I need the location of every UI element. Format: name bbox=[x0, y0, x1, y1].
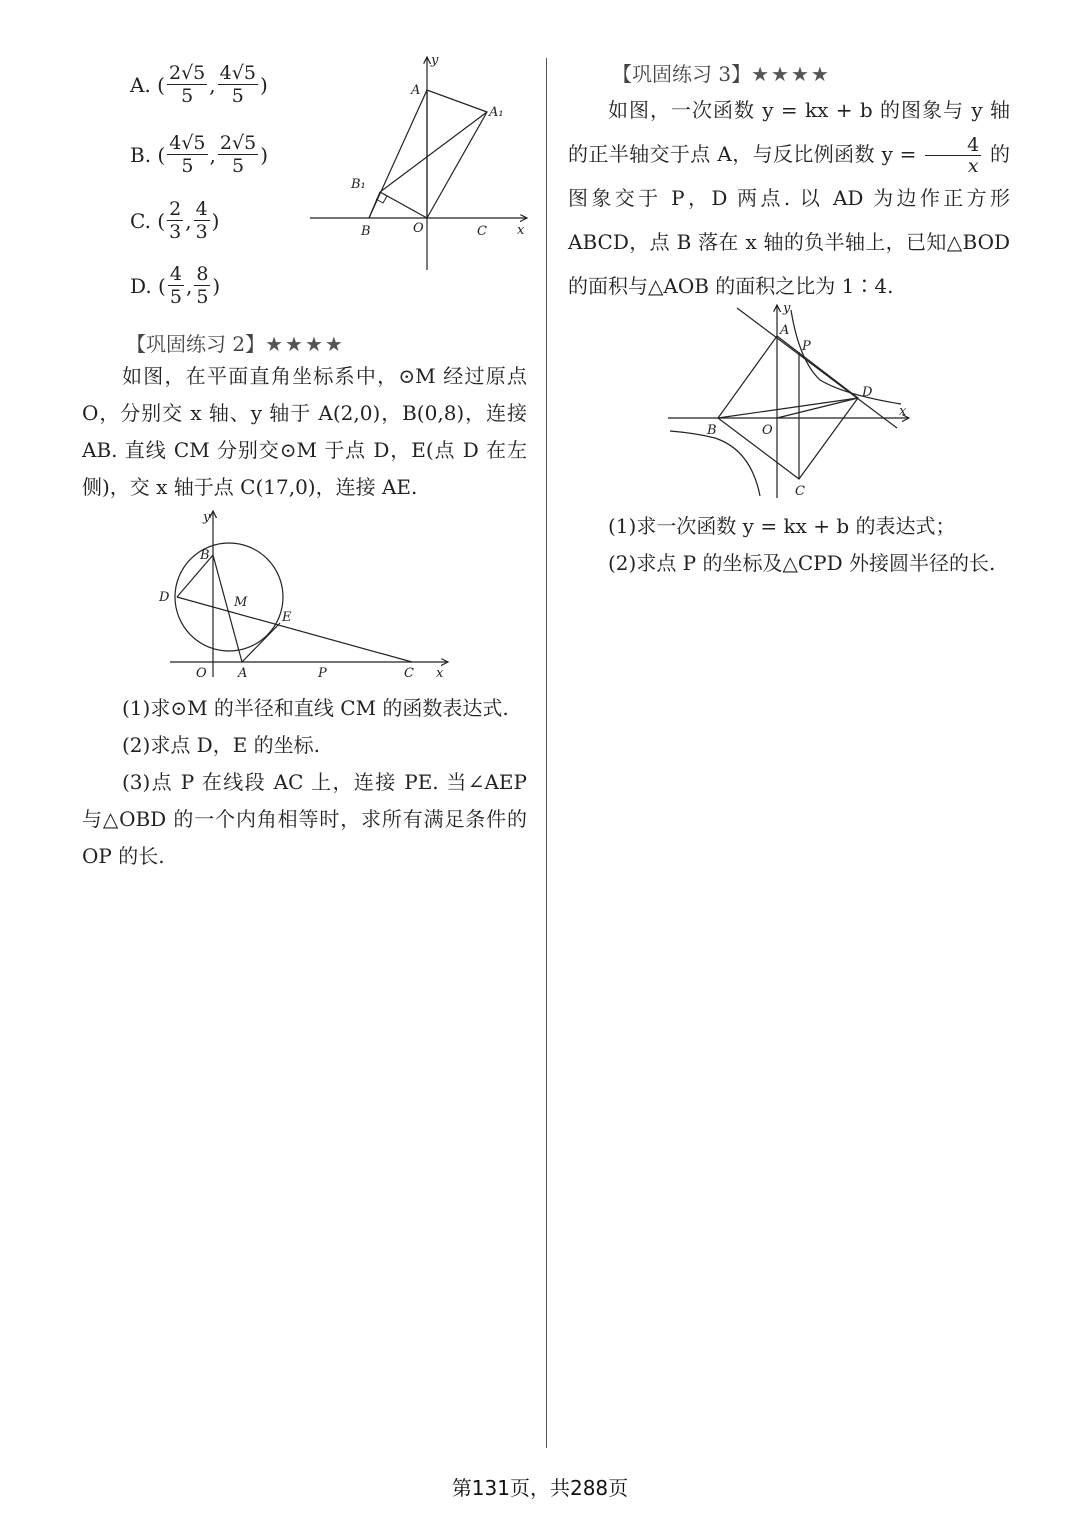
svg-text:C: C bbox=[795, 484, 805, 499]
choice-label: C. bbox=[130, 208, 151, 233]
exercise-3-body: 如图，一次函数 y = kx + b 的图象与 y 轴的正半轴交于点 A，与反比例函数 y = $\frac{4}{x}$ 的图象交于 P，D 两点. 以 AD 为边作正方形 ABCD，点 B 落在 x 轴的负半轴上，已知△BOD 的面积与△AOB 的面积之比为 1∶4. bbox=[568, 98, 1011, 298]
exercise-2-body: 如图，在平面直角坐标系中，⊙M 经过原点 O，分别交 x 轴、y 轴于 A(2,0)，B(0,8)，连接 AB. 直线 CM 分别交⊙M 于点 D，E(点 D 在左侧)，交 x 轴于点 C(17,0)，连接 AE. bbox=[82, 364, 527, 499]
fraction: $\frac{2}{3}$ bbox=[169, 198, 182, 243]
question-2: (2)求点 P 的坐标及△CPD 外接圆半径的长. bbox=[608, 551, 996, 575]
svg-text:C: C bbox=[404, 666, 414, 681]
svg-text:A: A bbox=[238, 666, 248, 681]
choice-d[interactable]: D. ( $\frac{4}{5}$ , $\frac{8}{5}$ ) bbox=[130, 263, 221, 308]
svg-text:B: B bbox=[200, 548, 210, 563]
figure-2 bbox=[150, 505, 455, 685]
segment-b1o bbox=[380, 192, 427, 218]
column-divider bbox=[546, 58, 547, 1448]
question-3: (3)点 P 在线段 AC 上，连接 PE. 当∠AEP 与△OBD 的一个内角相等时，求所有满足条件的 OP 的长. bbox=[82, 770, 527, 868]
fraction: $\frac{8}{5}$ bbox=[196, 263, 209, 308]
figure-1 bbox=[305, 52, 535, 274]
svg-text:B: B bbox=[707, 423, 717, 438]
choice-b[interactable]: B. ( $\frac{4√5}{5}$ , $\frac{2√5}{5}$ ) bbox=[130, 132, 268, 177]
svg-text:y: y bbox=[203, 510, 211, 525]
exercise-2-questions bbox=[82, 690, 527, 875]
svg-text:y: y bbox=[783, 301, 791, 316]
choice-label: D. bbox=[130, 273, 152, 298]
svg-text:P: P bbox=[318, 666, 327, 681]
question-1: (1)求⊙M 的半径和直线 CM 的函数表达式. bbox=[122, 696, 509, 720]
question-1: (1)求一次函数 y = kx + b 的表达式； bbox=[608, 514, 956, 538]
difficulty-stars: ★★★★ bbox=[751, 62, 831, 86]
svg-text:O: O bbox=[413, 221, 424, 236]
choice-a[interactable]: A. ( $\frac{2√5}{5}$ , $\frac{4√5}{5}$ ) bbox=[130, 62, 268, 107]
svg-text:M: M bbox=[234, 595, 248, 610]
exercise-3-heading: 【巩固练习 3】★★★★ bbox=[612, 62, 831, 86]
fraction: $\frac{4}{5}$ bbox=[169, 263, 182, 308]
fraction: $\frac{4}{x}$ bbox=[925, 135, 981, 176]
svg-text:B: B bbox=[361, 224, 371, 239]
segment-b1a1 bbox=[380, 112, 487, 192]
svg-text:x: x bbox=[899, 404, 907, 419]
fraction: $\frac{2√5}{5}$ bbox=[168, 62, 206, 107]
svg-text:A: A bbox=[411, 83, 421, 98]
line-cm bbox=[177, 597, 412, 662]
svg-text:E: E bbox=[282, 610, 292, 625]
fraction: $\frac{4}{3}$ bbox=[195, 198, 208, 243]
svg-text:D: D bbox=[159, 590, 170, 605]
svg-text:C: C bbox=[477, 224, 487, 239]
line-ad bbox=[737, 308, 897, 428]
fraction: $\frac{2√5}{5}$ bbox=[219, 132, 257, 177]
segment-ae bbox=[242, 623, 280, 662]
figure-3 bbox=[665, 300, 915, 502]
svg-text:O: O bbox=[762, 423, 773, 438]
svg-text:O: O bbox=[196, 666, 207, 681]
circle-m bbox=[175, 543, 283, 651]
exercise-3-questions bbox=[568, 508, 1010, 582]
svg-text:A₁: A₁ bbox=[489, 105, 504, 120]
svg-text:P: P bbox=[802, 339, 811, 354]
svg-text:B₁: B₁ bbox=[351, 177, 366, 192]
hyperbola-branch-2 bbox=[670, 431, 760, 496]
svg-text:y: y bbox=[431, 53, 439, 68]
page-number: 第131页，共288页 bbox=[451, 1476, 629, 1500]
question-2: (2)求点 D，E 的坐标. bbox=[122, 733, 321, 757]
choice-c[interactable]: C. ( $\frac{2}{3}$ , $\frac{4}{3}$ ) bbox=[130, 198, 220, 243]
exercise-2-heading: 【巩固练习 2】★★★★ bbox=[126, 332, 345, 356]
fraction: $\frac{4√5}{5}$ bbox=[219, 62, 256, 107]
svg-text:x: x bbox=[517, 223, 525, 238]
fraction: $\frac{4√5}{5}$ bbox=[169, 132, 206, 177]
svg-text:A: A bbox=[780, 323, 790, 338]
svg-text:x: x bbox=[436, 666, 444, 681]
triangle-oaa1 bbox=[427, 90, 487, 218]
choice-label: B. bbox=[130, 142, 152, 167]
difficulty-stars: ★★★★ bbox=[265, 332, 345, 356]
svg-text:D: D bbox=[862, 385, 873, 400]
choice-label: A. bbox=[130, 72, 151, 97]
